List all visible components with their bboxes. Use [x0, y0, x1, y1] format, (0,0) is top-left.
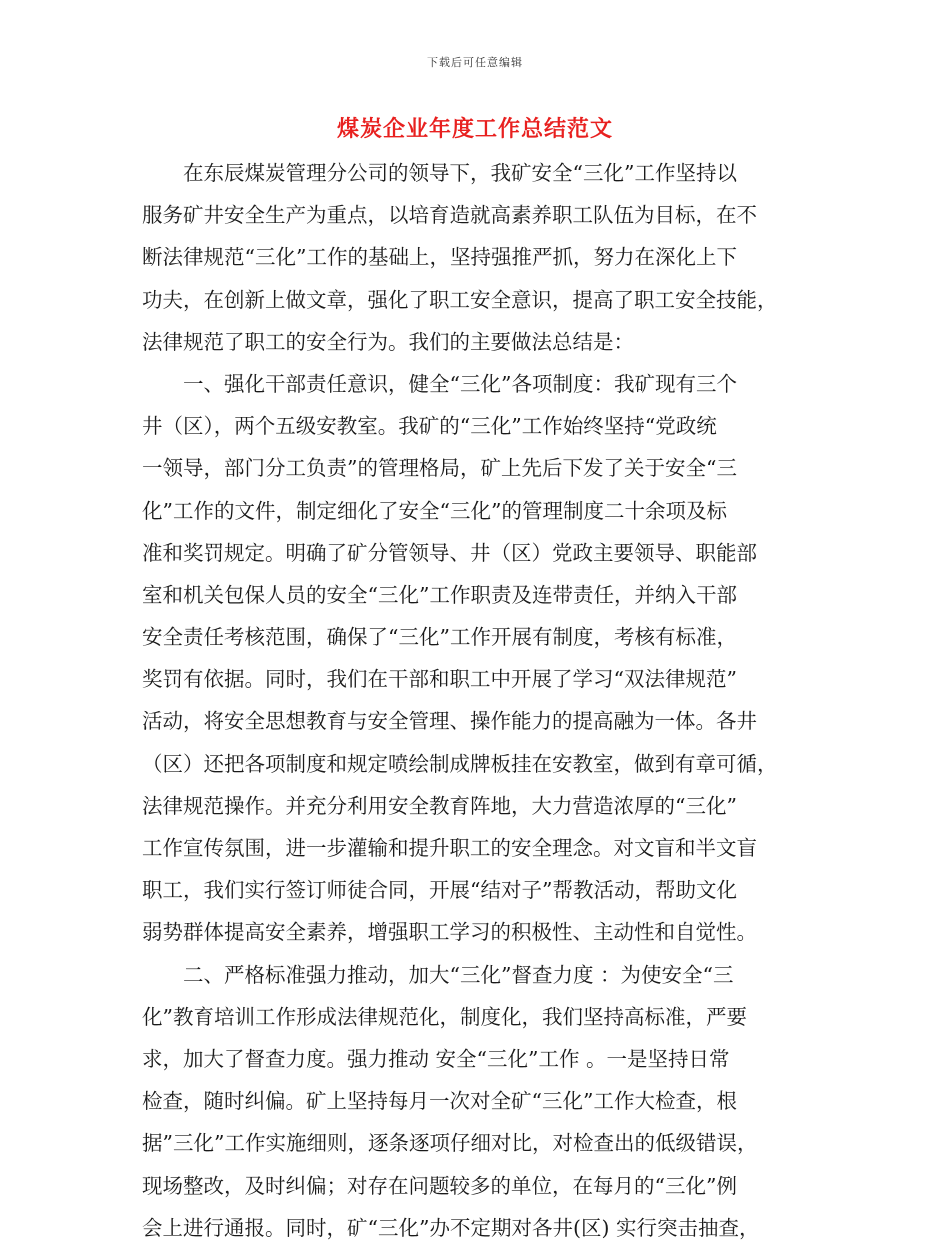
text-line: 断法律规范“三化”工作的基础上，坚持强推严抓，努力在深化上下 [142, 245, 737, 270]
text-line: 服务矿井安全生产为重点，以培育造就高素养职工队伍为目标，在不 [142, 203, 757, 228]
text-line: 化”工作的文件，制定细化了安全“三化”的管理制度二十余项及标 [142, 498, 727, 523]
text-line: 在东辰煤炭管理分公司的领导下，我矿安全“三化”工作坚持以 [142, 161, 737, 185]
text-line: 二、严格标准强力推动，加大“三化”督查力度 ：为使安全“三 [142, 962, 734, 987]
text-line: 弱势群体提高安全素养，增强职工学习的积极性、主动性和自觉性。 [142, 920, 757, 945]
text-line: 准和奖罚规定。明确了矿分管领导、井（区）党政主要领导、职能部 [142, 540, 757, 565]
text-line: 活动，将安全思想教育与安全管理、操作能力的提高融为一体。各井 [142, 709, 757, 734]
header-note: 下载后可任意编辑 [427, 56, 523, 69]
text-line: 一领导，部门分工负责”的管理格局，矿上先后下发了关于安全“三 [142, 456, 737, 481]
text-line: 室和机关包保人员的安全“三化”工作职责及连带责任，并纳入干部 [142, 582, 737, 607]
text-line: 安全责任考核范围，确保了“三化”工作开展有制度，考核有标准， [142, 625, 737, 650]
text-line: 现场整改，及时纠偏；对存在问题较多的单位，在每月的“三化”例 [142, 1173, 737, 1198]
text-line: 奖罚有依据。同时，我们在干部和职工中开展了学习“双法律规范” [142, 667, 737, 692]
text-line: 工作宣传氛围，进一步灌输和提升职工的安全理念。对文盲和半文盲 [142, 836, 757, 860]
text-line: 职工，我们实行签订师徒合同，开展“结对子”帮教活动，帮助文化 [142, 878, 737, 903]
document-body [142, 152, 810, 1249]
text-line: 化”教育培训工作形成法律规范化，制度化，我们坚持高标准，严要 [142, 1004, 747, 1029]
text-line: 会上进行通报。同时，矿“三化”办不定期对各井(区) 实行突击抽查， [142, 1215, 760, 1240]
text-line: 求，加大了督查力度。强力推动 安全“三化”工作 。一是坚持日常 [142, 1046, 730, 1071]
text-line: 法律规范了职工的安全行为。我们的主要做法总结是： [142, 329, 634, 354]
text-line: 检查，随时纠偏。矿上坚持每月一次对全矿“三化”工作大检查，根 [142, 1089, 737, 1114]
text-line: 功夫，在创新上做文章，强化了职工安全意识，提高了职工安全技能， [142, 287, 778, 312]
text-line: 一、强化干部责任意识，健全“三化”各项制度：我矿现有三个 [142, 371, 737, 396]
text-line: （区）还把各项制度和规定喷绘制成牌板挂在安教室，做到有章可循， [142, 751, 778, 776]
text-line: 井（区），两个五级安教室。我矿的“三化”工作始终坚持“党政统 [142, 414, 717, 439]
text-line: 据”三化”工作实施细则，逐条逐项仔细对比，对检查出的低级错误， [142, 1131, 758, 1156]
text-line: 法律规范操作。并充分利用安全教育阵地，大力营造浓厚的“三化” [142, 793, 737, 818]
document-title: 煤炭企业年度工作总结范文 [336, 117, 613, 142]
